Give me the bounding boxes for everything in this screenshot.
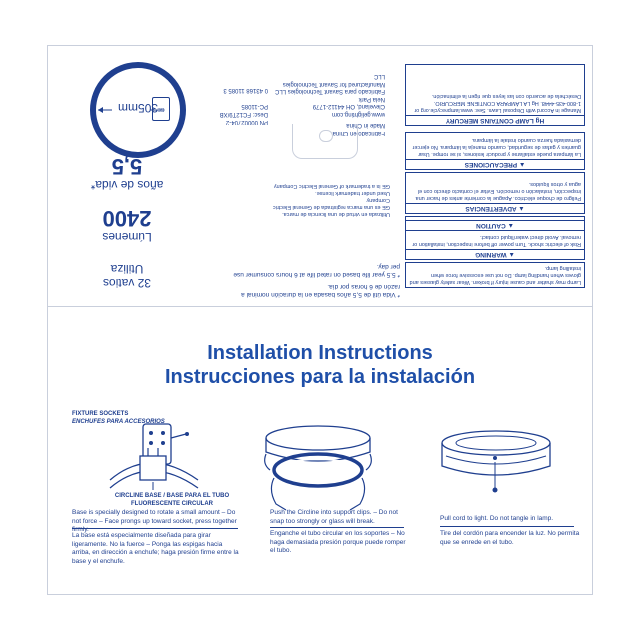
mfr-line: Made in China — [346, 122, 385, 129]
mfr-line: Fabricado para Savant Technologies LLC — [275, 88, 385, 95]
mfr-line: www.gelighting.com — [331, 111, 385, 117]
mfr-line: Cleveland, OH 44112-1779 — [312, 103, 385, 110]
caption-divider — [440, 526, 574, 527]
mfr-line: Fabricado en China — [332, 130, 385, 136]
note-es: * Vida útil de 5,5 años basada en la duración nominal a razón de 6 horas por día. — [241, 283, 400, 298]
precauciones-body: La lámpara puede estallarse y producir lesiones, si se rompe. Usar guantes y gafas de seguridad, cuando maneja la lámpara. No ejercer demasiada fuerza cuando instale la lámpara. — [412, 137, 581, 157]
fixture-label-en: FIXTURE SOCKETS — [72, 411, 129, 417]
trademark-line: GE es una marca registrada de General Electric Company — [272, 197, 390, 210]
caution-body: Lamp may shatter and cause injury if broken. Wear safety glasses and gloves when handling lamp. Do not use excessive force when installing lamp. — [409, 265, 581, 285]
step1-caption-en: Base is specially designed to rotate a small amount – Do not force – Face prongs up toward socket, press together firmly. — [72, 509, 237, 533]
uses-text: Utiliza — [110, 262, 144, 276]
step3-caption-es: Tire del cordón para encender la luz. No permita que se enrede en el tubo. — [440, 530, 580, 546]
model-line: PN 00002704-2 — [225, 119, 268, 125]
title-es: Instrucciones para la instalación — [164, 366, 476, 388]
model-line: Desc: FC12T9/XB — [219, 111, 268, 117]
mfr-line: Manufactured for Savant Technologies LLC — [282, 73, 385, 87]
step2-caption-es: Enganche el tubo circular en los soportes – No haga demasiada presión porque puede romper el tubo. — [270, 530, 406, 554]
precauciones-heading: ▲ PRECAUCIONES — [406, 159, 584, 169]
plug-icon: GE — [152, 97, 170, 121]
caution-heading: ▲ CAUTION — [406, 220, 584, 231]
model-line: PC-11085 — [241, 103, 268, 109]
title-en: Installation Instructions — [207, 342, 433, 364]
step3-caption-en: Pull cord to light. Do not tangle in lamp. — [440, 515, 554, 522]
mfr-line: Nela Park — [358, 96, 385, 102]
lifetime-value: 5,5 — [111, 154, 143, 179]
step1-caption-es: La base está especialmente diseñada para girar ligeramente. No la fuerce – Ponga las espigas hacia arriba, en dirección a enchufe; haga presión firme entre la base y el enchufe. — [72, 532, 239, 565]
advertencias-body: Peligro de choque eléctrico. Apague la corriente antes de hacer una inspección, instalación o remoción. Evitar el contacto directo con el agua y otros líquidos. — [415, 181, 581, 201]
trademark-line: Used under trademark license. — [315, 190, 390, 196]
step2-caption-en: Push the Circline into support clips. – Do not snap too strongly or glass will break. — [270, 509, 398, 525]
circline-base-label: CIRCLINE BASE / BASE PARA EL TUBO FLUORESCENTE CIRCULAR — [114, 493, 230, 507]
warning-heading: ▲ WARNING — [406, 249, 584, 259]
fixture-label-es: ENCHUFES PARA ACCESORIOS — [72, 418, 165, 425]
mercury-heading: Hg LAMP CONTAINS MERCURY — [406, 115, 584, 125]
advertencias-heading: ▲ ADVERTENCIAS — [406, 203, 584, 213]
mercury-body: Manage in Accord with Disposal Laws. See: www.lamprecycle.org or 1-800-435-4448. Hg LA LÁMPARA CONTIENE MERCURIO. Deséchela de acuerdo con las leyes que rigen la eliminación. — [414, 93, 581, 113]
diameter-value: 305mm — [118, 101, 159, 115]
note-en: * 5.5 year life based on rated life at 6 hours consumer use per day. — [233, 263, 400, 278]
trademark-line: GE is a trademark of General Electric Company — [273, 183, 390, 189]
lumens-value: 2400 — [102, 206, 152, 231]
barcode-digits: 0 43168 11085 3 — [223, 87, 268, 93]
lumens-label: Lúmenes — [102, 230, 152, 244]
trademark-line: Utilizada en virtud de una licencia de marca. — [282, 211, 390, 217]
warning-body: Risk of electric shock. Turn power off before inspection, installation or removal. Avoid direct water/liquid contact. — [412, 234, 581, 247]
lifetime-unit: años de vida* — [90, 178, 164, 192]
watts-text: 32 vatios — [102, 276, 152, 290]
